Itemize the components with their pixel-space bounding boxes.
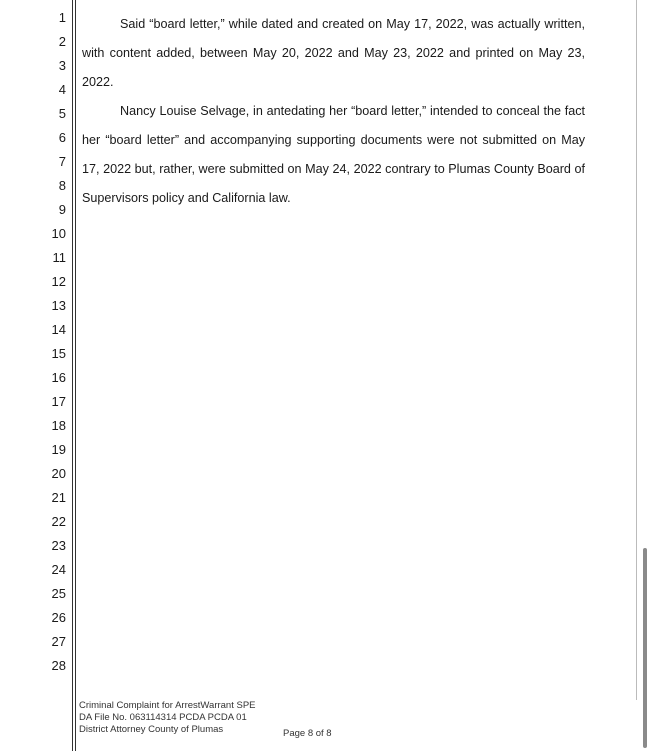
line-number: 16	[51, 370, 66, 385]
line-number: 3	[58, 58, 66, 73]
page-number: Page 8 of 8	[283, 728, 332, 739]
line-number: 6	[58, 130, 66, 145]
line-number: 7	[58, 154, 66, 169]
footer-office: District Attorney County of Plumas	[79, 724, 224, 735]
line-number: 11	[52, 250, 66, 265]
line-number: 20	[51, 466, 66, 481]
left-margin-rule-inner	[75, 0, 76, 751]
line-number: 19	[51, 442, 66, 457]
line-number: 26	[51, 610, 66, 625]
complaint-body	[82, 10, 585, 213]
line-number: 17	[51, 394, 66, 409]
line-number: 18	[51, 418, 66, 433]
footer-file-number: DA File No. 063114314 PCDA PCDA 01	[79, 712, 247, 723]
left-margin-rule-outer	[72, 0, 73, 751]
line-number: 25	[51, 586, 66, 601]
paragraph-2: Nancy Louise Selvage, in antedating her “board letter,” intended to conceal the fact her “board letter” and accompanying supporting documents were not submitted on May 17, 2022 but, rather, were submitted on May 24, 2022 contrary to Plumas County Board of Supervisors policy and California law.	[82, 104, 585, 205]
line-number: 22	[51, 514, 66, 529]
line-number: 12	[51, 274, 66, 289]
footer	[79, 700, 379, 736]
line-number: 1	[58, 10, 66, 25]
line-number: 10	[51, 226, 66, 241]
line-number-column	[0, 0, 70, 700]
line-number: 4	[58, 82, 66, 97]
line-number: 24	[51, 562, 66, 577]
line-number: 13	[51, 298, 66, 313]
line-number: 9	[58, 202, 66, 217]
vertical-scrollbar[interactable]	[643, 548, 647, 748]
line-number: 14	[51, 322, 66, 337]
right-margin-rule	[636, 0, 637, 700]
line-number: 15	[51, 346, 66, 361]
line-number: 8	[58, 178, 66, 193]
line-number: 21	[51, 490, 66, 505]
footer-title: Criminal Complaint for ArrestWarrant SPE	[79, 700, 256, 711]
line-number: 28	[51, 658, 66, 673]
line-number: 27	[51, 634, 66, 649]
line-number: 5	[58, 106, 66, 121]
paragraph-1: Said “board letter,” while dated and created on May 17, 2022, was actually written, with content added, between May 20, 2022 and May 23, 2022 and printed on May 23, 2022.	[82, 17, 585, 89]
line-number: 23	[51, 538, 66, 553]
line-number: 2	[58, 34, 66, 49]
